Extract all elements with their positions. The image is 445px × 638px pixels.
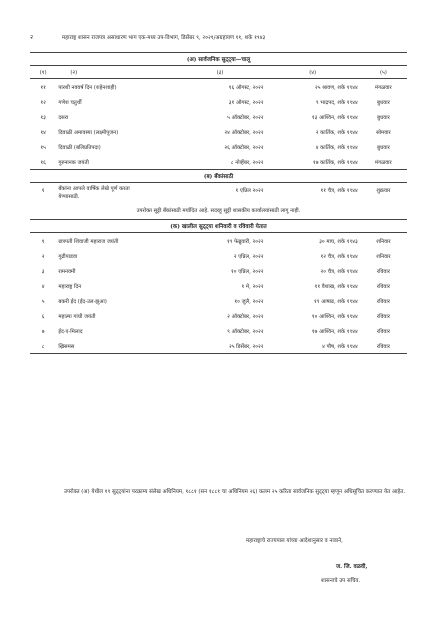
holiday-date: १६ ऑगस्ट, २०२२ [228,84,264,91]
table-row [30,293,407,308]
section-b-title: (ब) बँकांसाठी [30,170,407,183]
signatory-name: ज. जि. वळवी, [336,564,368,570]
table-row [30,183,407,202]
table-row [30,124,407,139]
holiday-name: दिवाळी (बलिप्रतिपदा) [58,144,101,151]
table-row [30,94,407,109]
holiday-date: १ मे, २०२२ [241,283,264,290]
saka-date: २५ श्रावण, शके १९४४ [314,84,358,91]
row-number: ८ [30,338,56,354]
holiday-date: २५ डिसेंबर, २०२२ [175,338,266,354]
row-number: १ [41,188,45,194]
weekday: मंगळवार [375,84,392,91]
holiday-date: २६ ऑक्टोबर, २०२२ [224,144,264,151]
footnote: उपरोक्त (अ) येथील १९ सुट्ट्यांना परक्राम्य संलेख अधिनियम, १८८१ (सन १८८१ चा अधिनियम २६) कलम २५ करिता सार्वजनिक सुट्ट्या म्हणून अधिसूचित करण्यात येत आहेत. [64,489,406,495]
weekday: बुधवार [377,144,390,151]
holiday-date: ९ ऑक्टोबर, २०२२ [227,328,264,335]
weekday: बुधवार [377,114,390,121]
weekday: मंगळवार [375,159,392,166]
table-row [30,323,407,338]
section-c-title: (क) खालील सुट्ट्या शनिवारी व रविवारी येतात [30,220,407,233]
weekday: रविवार [376,298,390,305]
holiday-name: ख्रिसमस [56,338,174,354]
saka-date: ४ कार्तिक, शके १९४४ [315,144,358,151]
table-row [30,109,407,124]
row-number: १५ [40,144,46,151]
bank-note-row [30,201,407,220]
holiday-name: गणेश चतुर्थी [58,99,82,106]
row-number: ५ [41,298,45,305]
holiday-date: २ ऑक्टोबर, २०२२ [227,313,264,320]
holiday-name: पारशी नववर्ष दिन (शहेनशाही) [58,84,117,91]
section-a-title-row [30,53,407,66]
row-number: १३ [40,114,46,121]
holiday-name-line-1: बँकांना आपले वार्षिक लेखे पूर्ण करता [58,186,130,192]
row-number: ७ [41,328,45,335]
weekday: शनिवार [376,238,391,245]
bank-note: उपरोक्त सुट्टी बँकांसाठी मर्यादित आहे. सदरहू सुट्टी शासकीय कार्यालयांसाठी लागू नाही. [136,208,301,214]
holiday-date: १० जुलै, २०२२ [234,298,264,305]
weekday: रविवार [376,268,390,275]
column-header-4: (४) [266,66,360,79]
public-holidays-table [30,52,407,354]
saka-date: ११ वैशाख, शके १९४४ [314,283,358,290]
saka-date: ३० माघ, शके १९४३ [319,238,358,245]
saka-date: १९ आषाढ, शके १९४४ [314,298,358,305]
holiday-date: १ एप्रिल २०२२ [235,188,264,194]
saka-date: १७ आश्विन, शके १९४४ [311,328,358,335]
holiday-name [56,183,174,202]
signatory-designation: शासनाचे उप सचिव. [321,578,361,584]
weekday: शुक्रवार [376,188,391,194]
saka-date: १२ चैत्र, शके १९४४ [320,253,358,260]
table-row [30,139,407,154]
row-number: २ [41,253,45,260]
row-number: १६ [40,159,46,166]
row-number: ३ [41,268,45,275]
saka-date: १० आश्विन, शके १९४४ [311,313,358,320]
holiday-name: दसरा [58,114,69,121]
saka-date: ११ चैत्र, शके १९४४ [320,188,358,194]
holiday-name: गुढीपाडवा [58,253,78,260]
saka-date: ४ पौष, शके १९४४ [266,338,360,354]
weekday: रविवार [376,313,390,320]
row-number: ६ [41,313,45,320]
table-row [30,338,407,354]
table-row [30,308,407,323]
running-head: महाराष्ट्र शासन राजपत्र असाधारण भाग एक-मध्य उप-विभाग, डिसेंबर ९, २०२१/अग्रहायण ११, शके १९४३ [62,35,266,41]
column-header-3: (३) [175,66,266,79]
weekday: रविवार [376,283,390,290]
holiday-name: छत्रपती शिवाजी महाराज जयंती [58,238,119,245]
weekday: बुधवार [377,99,390,106]
section-b-title-row [30,170,407,183]
saka-date: १७ कार्तिक, शके १९४४ [312,159,358,166]
order-line: महाराष्ट्राचे राज्यपाल यांच्या आदेशानुसार व नावाने, [246,538,343,544]
table-row [30,263,407,278]
page-number: २ [30,34,34,41]
holiday-name: महाराष्ट्र दिन [58,283,82,290]
weekday: शनिवार [376,253,391,260]
row-number: ११ [40,84,46,91]
table-row [30,154,407,170]
row-number: १२ [40,99,46,106]
holiday-date: १९ फेब्रुवारी, २०२२ [226,238,264,245]
holiday-date: २ एप्रिल, २०२२ [233,253,264,260]
row-number: ४ [41,283,45,290]
saka-date: ९ भाद्रपद, शके १९४४ [315,99,358,106]
holiday-name: ईद-ए-मिलाद [58,328,83,335]
column-header-2: (२) [56,66,174,79]
holiday-name: दिवाळी अमावस्या (लक्ष्मीपूजन) [58,129,119,136]
holiday-name-line-2: येण्यासाठी. [58,194,80,200]
holiday-name: बकरी ईद (ईद-उल-झुआ) [58,298,107,305]
weekday: रविवार [376,328,390,335]
table-row [30,79,407,95]
section-c-title-row [30,220,407,233]
column-header-5: (५) [360,66,407,79]
holiday-date: ३१ ऑगस्ट, २०२२ [228,99,264,106]
table-row [30,278,407,293]
holiday-name: रामनवमी [58,268,76,275]
saka-date: २० चैत्र, शके १९४४ [320,268,358,275]
row-number: १४ [40,129,46,136]
holiday-name: गुरुनानक जयंती [58,159,89,166]
holiday-date: १० एप्रिल, २०२२ [231,268,264,275]
holiday-date: ८ नोव्हेंबर, २०२२ [230,159,264,166]
row-number: १ [41,238,45,245]
saka-date: १३ आश्विन, शके १९४४ [311,114,358,121]
column-header-1: (१) [30,66,56,79]
weekday: रविवार [360,338,407,354]
holiday-date: ५ ऑक्टोबर, २०२२ [227,114,264,121]
holiday-name: महात्मा गांधी जयंती [58,313,96,320]
table-row [30,248,407,263]
section-a-title: (अ) सार्वजनिक सुट्ट्या—चालू [30,53,407,66]
weekday: सोमवार [376,129,391,136]
holiday-date: २४ ऑक्टोबर, २०२२ [224,129,264,136]
saka-date: २ कार्तिक, शके १९४४ [315,129,358,136]
column-header-row [30,66,407,79]
table-row [30,233,407,249]
